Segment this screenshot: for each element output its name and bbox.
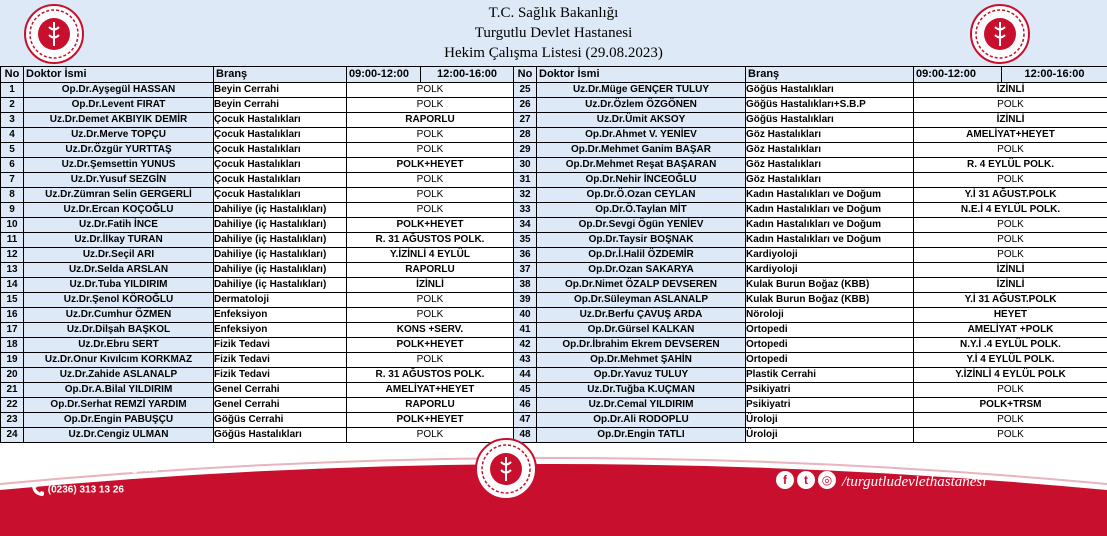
table-row <box>1 413 1107 428</box>
status-cell: POLK <box>914 173 1107 188</box>
doctor-name: Op.Dr.A.Bilal YILDIRIM <box>24 383 214 398</box>
row-number: 23 <box>1 413 24 428</box>
branch-name: Dahiliye (iç Hastalıkları) <box>214 263 347 278</box>
table-row <box>1 308 1107 323</box>
status-cell: POLK <box>914 233 1107 248</box>
branch-name: Kadın Hastalıkları ve Doğum <box>746 188 914 203</box>
status-cell: POLK <box>347 308 514 323</box>
table-row <box>1 383 1107 398</box>
row-number: 15 <box>1 293 24 308</box>
status-cell: POLK <box>914 98 1107 113</box>
branch-name: Çocuk Hastalıkları <box>214 113 347 128</box>
branch-name: Psikiyatri <box>746 383 914 398</box>
status-cell: POLK <box>347 143 514 158</box>
status-cell: İZİNLİ <box>347 278 514 293</box>
table-row <box>1 158 1107 173</box>
status-cell: Y.İZİNLİ 4 EYLÜL POLK <box>914 368 1107 383</box>
instagram-icon[interactable]: ◎ <box>818 471 836 489</box>
doctor-name: Uz.Dr.Tuba YILDIRIM <box>24 278 214 293</box>
status-cell: POLK+HEYET <box>347 218 514 233</box>
col-doctor: Doktor İsmi <box>24 67 214 83</box>
doctor-name: Uz.Dr.Ümit AKSOY <box>537 113 746 128</box>
row-number: 26 <box>514 98 537 113</box>
table-row <box>1 203 1107 218</box>
twitter-icon[interactable]: t <box>797 471 815 489</box>
table-row <box>1 338 1107 353</box>
row-number: 27 <box>514 113 537 128</box>
branch-name: Psikiyatri <box>746 398 914 413</box>
doctor-name: Op.Dr.Ö.Taylan MİT <box>537 203 746 218</box>
status-cell: POLK <box>347 203 514 218</box>
table-row <box>1 83 1107 98</box>
list-title: Hekim Çalışma Listesi (29.08.2023) <box>444 45 663 61</box>
status-cell: POLK <box>914 248 1107 263</box>
table-row <box>1 143 1107 158</box>
facebook-icon[interactable]: f <box>776 471 794 489</box>
row-number: 30 <box>514 158 537 173</box>
globe-icon <box>31 462 45 476</box>
branch-name: Göz Hastalıkları <box>746 143 914 158</box>
branch-name: Genel Cerrahi <box>214 383 347 398</box>
doctor-name: Op.Dr.Mehmet ŞAHİN <box>537 353 746 368</box>
row-number: 39 <box>514 293 537 308</box>
branch-name: Enfeksiyon <box>214 323 347 338</box>
row-number: 20 <box>1 368 24 383</box>
row-number: 5 <box>1 143 24 158</box>
doctor-name: Uz.Dr.Yusuf SEZGİN <box>24 173 214 188</box>
row-number: 22 <box>1 398 24 413</box>
branch-name: Kulak Burun Boğaz (KBB) <box>746 278 914 293</box>
branch-name: Kardiyoloji <box>746 263 914 278</box>
branch-name: Dahiliye (iç Hastalıkları) <box>214 203 347 218</box>
table-row <box>1 173 1107 188</box>
branch-name: Genel Cerrahi <box>214 398 347 413</box>
branch-name: Çocuk Hastalıkları <box>214 188 347 203</box>
status-cell: POLK <box>347 428 514 443</box>
table-row <box>1 98 1107 113</box>
row-number: 14 <box>1 278 24 293</box>
status-cell: R. 31 AĞUSTOS POLK. <box>347 233 514 248</box>
doctor-name: Op.Dr.Ali RODOPLU <box>537 413 746 428</box>
branch-name: Nöroloji <box>746 308 914 323</box>
doctor-name: Uz.Dr.Merve TOPÇU <box>24 128 214 143</box>
row-number: 6 <box>1 158 24 173</box>
doctor-name: Op.Dr.Süleyman ASLANALP <box>537 293 746 308</box>
status-cell: POLK <box>914 428 1107 443</box>
branch-name: Kadın Hastalıkları ve Doğum <box>746 203 914 218</box>
branch-name: Fizik Tedavi <box>214 368 347 383</box>
table-row <box>1 263 1107 278</box>
row-number: 2 <box>1 98 24 113</box>
doctor-name: Uz.Dr.Berfu ÇAVUŞ ARDA <box>537 308 746 323</box>
status-cell: Y.İ 31 AĞUST.POLK <box>914 293 1107 308</box>
branch-name: Fizik Tedavi <box>214 353 347 368</box>
status-cell: POLK <box>914 383 1107 398</box>
row-number: 12 <box>1 248 24 263</box>
status-cell: KONS +SERV. <box>347 323 514 338</box>
phone-contact <box>31 483 171 497</box>
doctor-name: Uz.Dr.Dilşah BAŞKOL <box>24 323 214 338</box>
table-row <box>1 293 1107 308</box>
branch-name: Kadın Hastalıkları ve Doğum <box>746 233 914 248</box>
row-number: 1 <box>1 83 24 98</box>
branch-name: Dahiliye (iç Hastalıkları) <box>214 278 347 293</box>
row-number: 43 <box>514 353 537 368</box>
doctor-name: Uz.Dr.İlkay TURAN <box>24 233 214 248</box>
doctor-name: Op.Dr.Mehmet Ganim BAŞAR <box>537 143 746 158</box>
row-number: 18 <box>1 338 24 353</box>
status-cell: RAPORLU <box>347 263 514 278</box>
status-cell: İZİNLİ <box>914 278 1107 293</box>
website-link[interactable]: turgutludh.saglik.gov.tr <box>47 463 159 475</box>
branch-name: Kadın Hastalıkları ve Doğum <box>746 218 914 233</box>
table-header-row <box>1 67 1107 83</box>
col-no: No <box>1 67 24 83</box>
doctor-name: Op.Dr.Nimet ÖZALP DEVSEREN <box>537 278 746 293</box>
row-number: 13 <box>1 263 24 278</box>
status-cell: RAPORLU <box>347 398 514 413</box>
phone-icon <box>31 483 45 497</box>
branch-name: Üroloji <box>746 428 914 443</box>
col-afternoon: 12:00-16:00 <box>421 67 514 83</box>
doctor-name: Uz.Dr.Cumhur ÖZMEN <box>24 308 214 323</box>
status-cell: POLK <box>347 188 514 203</box>
branch-name: Göğüs Hastalıkları <box>746 83 914 98</box>
branch-name: Beyin Cerrahi <box>214 83 347 98</box>
doctor-name: Uz.Dr.Ercan KOÇOĞLU <box>24 203 214 218</box>
row-number: 37 <box>514 263 537 278</box>
branch-name: Ortopedi <box>746 353 914 368</box>
row-number: 42 <box>514 338 537 353</box>
status-cell: Y.İ 4 EYLÜL POLK. <box>914 353 1107 368</box>
doctor-name: Uz.Dr.Selda ARSLAN <box>24 263 214 278</box>
row-number: 9 <box>1 203 24 218</box>
status-cell: POLK+HEYET <box>347 413 514 428</box>
branch-name: Göğüs Cerrahi <box>214 413 347 428</box>
table-row <box>1 113 1107 128</box>
row-number: 36 <box>514 248 537 263</box>
doctor-name: Uz.Dr.Cemal YILDIRIM <box>537 398 746 413</box>
row-number: 10 <box>1 218 24 233</box>
social-handle: /turgutludevlethastanesi <box>842 474 987 490</box>
branch-name: Dahiliye (iç Hastalıkları) <box>214 248 347 263</box>
branch-name: Fizik Tedavi <box>214 338 347 353</box>
status-cell: R. 31 AĞUSTOS POLK. <box>347 368 514 383</box>
social-links <box>776 471 839 493</box>
status-cell: POLK <box>347 128 514 143</box>
doctor-name: Op.Dr.Ozan SAKARYA <box>537 263 746 278</box>
status-cell: Y.İ 31 AĞUST.POLK <box>914 188 1107 203</box>
doctor-name: Op.Dr.Yavuz TULUY <box>537 368 746 383</box>
doctor-name: Op.Dr.Engin TATLI <box>537 428 746 443</box>
status-cell: N.Y.İ .4 EYLÜL POLK. <box>914 338 1107 353</box>
branch-name: Plastik Cerrahi <box>746 368 914 383</box>
row-number: 31 <box>514 173 537 188</box>
status-cell: POLK <box>914 218 1107 233</box>
status-cell: POLK+HEYET <box>347 338 514 353</box>
row-number: 19 <box>1 353 24 368</box>
doctor-name: Uz.Dr.Onur Kıvılcım KORKMAZ <box>24 353 214 368</box>
row-number: 38 <box>514 278 537 293</box>
table-row <box>1 128 1107 143</box>
status-cell: R. 4 EYLÜL POLK. <box>914 158 1107 173</box>
status-cell: AMELİYAT+HEYET <box>347 383 514 398</box>
branch-name: Ortopedi <box>746 323 914 338</box>
row-number: 33 <box>514 203 537 218</box>
branch-name: Göz Hastalıkları <box>746 128 914 143</box>
branch-name: Çocuk Hastalıkları <box>214 173 347 188</box>
status-cell: POLK+TRSM <box>914 398 1107 413</box>
status-cell: AMELİYAT +POLK <box>914 323 1107 338</box>
status-cell: POLK <box>347 98 514 113</box>
status-cell: POLK <box>914 143 1107 158</box>
row-number: 24 <box>1 428 24 443</box>
status-cell: N.E.İ 4 EYLÜL POLK. <box>914 203 1107 218</box>
document-header <box>0 0 1107 66</box>
doctor-name: Uz.Dr.Fatih İNCE <box>24 218 214 233</box>
col-branch: Branş <box>214 67 347 83</box>
row-number: 35 <box>514 233 537 248</box>
doctor-name: Op.Dr.İbrahim Ekrem DEVSEREN <box>537 338 746 353</box>
branch-name: Enfeksiyon <box>214 308 347 323</box>
row-number: 3 <box>1 113 24 128</box>
row-number: 17 <box>1 323 24 338</box>
phone-number: (0236) 313 13 26 <box>47 484 124 496</box>
branch-name: Dahiliye (iç Hastalıkları) <box>214 233 347 248</box>
status-cell: POLK+HEYET <box>347 158 514 173</box>
doctor-name: Uz.Dr.Cengiz ULMAN <box>24 428 214 443</box>
status-cell: POLK <box>347 83 514 98</box>
doctor-name: Op.Dr.Ahmet V. YENİEV <box>537 128 746 143</box>
row-number: 47 <box>514 413 537 428</box>
row-number: 4 <box>1 128 24 143</box>
doctor-name: Op.Dr.Mehmet Reşat BAŞARAN <box>537 158 746 173</box>
row-number: 32 <box>514 188 537 203</box>
branch-name: Çocuk Hastalıkları <box>214 143 347 158</box>
branch-name: Göğüs Hastalıkları <box>746 113 914 128</box>
col-branch: Branş <box>746 67 914 83</box>
status-cell: POLK <box>914 413 1107 428</box>
branch-name: Çocuk Hastalıkları <box>214 158 347 173</box>
doctor-name: Op.Dr.Sevgi Ögün YENİEV <box>537 218 746 233</box>
table-row <box>1 428 1107 443</box>
status-cell: RAPORLU <box>347 113 514 128</box>
col-doctor: Doktor İsmi <box>537 67 746 83</box>
footer-ministry-logo <box>474 437 538 501</box>
branch-name: Üroloji <box>746 413 914 428</box>
doctor-name: Op.Dr.Ayşegül HASSAN <box>24 83 214 98</box>
doctor-name: Op.Dr.Taysir BOŞNAK <box>537 233 746 248</box>
branch-name: Göğüs Hastalıkları+S.B.P <box>746 98 914 113</box>
col-no: No <box>514 67 537 83</box>
table-row <box>1 248 1107 263</box>
doctor-name: Op.Dr.İ.Halil ÖZDEMİR <box>537 248 746 263</box>
col-afternoon: 12:00-16:00 <box>1002 67 1107 83</box>
table-row <box>1 233 1107 248</box>
doctor-name: Op.Dr.Nehir İNCEOĞLU <box>537 173 746 188</box>
row-number: 21 <box>1 383 24 398</box>
status-cell: İZİNLİ <box>914 263 1107 278</box>
branch-name: Ortopedi <box>746 338 914 353</box>
doctor-name: Uz.Dr.Şenol KÖROĞLU <box>24 293 214 308</box>
table-row <box>1 323 1107 338</box>
branch-name: Göz Hastalıkları <box>746 158 914 173</box>
status-cell: HEYET <box>914 308 1107 323</box>
row-number: 45 <box>514 383 537 398</box>
status-cell: Y.İZİNLİ 4 EYLÜL <box>347 248 514 263</box>
status-cell: POLK <box>347 353 514 368</box>
branch-name: Göğüs Hastalıkları <box>214 428 347 443</box>
doctor-name: Uz.Dr.Zümran Selin GERGERLİ <box>24 188 214 203</box>
doctor-name: Op.Dr.Engin PABUŞÇU <box>24 413 214 428</box>
doctor-name: Uz.Dr.Demet AKBIYIK DEMİR <box>24 113 214 128</box>
doctor-name: Op.Dr.Levent FIRAT <box>24 98 214 113</box>
doctor-name: Uz.Dr.Ebru SERT <box>24 338 214 353</box>
status-cell: POLK <box>347 173 514 188</box>
row-number: 8 <box>1 188 24 203</box>
status-cell: İZİNLİ <box>914 113 1107 128</box>
branch-name: Çocuk Hastalıkları <box>214 128 347 143</box>
row-number: 44 <box>514 368 537 383</box>
doctor-name: Op.Dr.Serhat REMZİ YARDIM <box>24 398 214 413</box>
table-row <box>1 278 1107 293</box>
row-number: 28 <box>514 128 537 143</box>
col-morning: 09:00-12:00 <box>347 67 421 83</box>
website-contact[interactable] <box>31 462 171 476</box>
table-row <box>1 353 1107 368</box>
row-number: 7 <box>1 173 24 188</box>
doctor-name: Uz.Dr.Özlem ÖZGÖNEN <box>537 98 746 113</box>
row-number: 46 <box>514 398 537 413</box>
branch-name: Beyin Cerrahi <box>214 98 347 113</box>
row-number: 16 <box>1 308 24 323</box>
branch-name: Dermatoloji <box>214 293 347 308</box>
row-number: 48 <box>514 428 537 443</box>
branch-name: Kardiyoloji <box>746 248 914 263</box>
status-cell: POLK <box>347 293 514 308</box>
table-row <box>1 218 1107 233</box>
hospital-title: Turgutlu Devlet Hastanesi <box>474 25 633 41</box>
status-cell: AMELİYAT+HEYET <box>914 128 1107 143</box>
status-cell: İZİNLİ <box>914 83 1107 98</box>
row-number: 40 <box>514 308 537 323</box>
col-morning: 09:00-12:00 <box>914 67 1002 83</box>
doctor-name: Uz.Dr.Şemsettin YUNUS <box>24 158 214 173</box>
row-number: 25 <box>514 83 537 98</box>
doctor-name: Uz.Dr.Zahide ASLANALP <box>24 368 214 383</box>
table-row <box>1 368 1107 383</box>
doctor-name: Op.Dr.Ö.Ozan CEYLAN <box>537 188 746 203</box>
row-number: 11 <box>1 233 24 248</box>
doctor-name: Uz.Dr.Seçil ARI <box>24 248 214 263</box>
row-number: 41 <box>514 323 537 338</box>
ministry-title: T.C. Sağlık Bakanlığı <box>488 5 619 21</box>
row-number: 29 <box>514 143 537 158</box>
doctor-name: Uz.Dr.Müge GENÇER TULUY <box>537 83 746 98</box>
table-row <box>1 398 1107 413</box>
table-row <box>1 188 1107 203</box>
doctor-name: Op.Dr.Gürsel KALKAN <box>537 323 746 338</box>
doctor-schedule-table <box>0 66 1107 443</box>
branch-name: Göz Hastalıkları <box>746 173 914 188</box>
doctor-name: Uz.Dr.Özgür YURTTAŞ <box>24 143 214 158</box>
branch-name: Kulak Burun Boğaz (KBB) <box>746 293 914 308</box>
doctor-name: Uz.Dr.Tuğba K.UÇMAN <box>537 383 746 398</box>
row-number: 34 <box>514 218 537 233</box>
branch-name: Dahiliye (iç Hastalıkları) <box>214 218 347 233</box>
